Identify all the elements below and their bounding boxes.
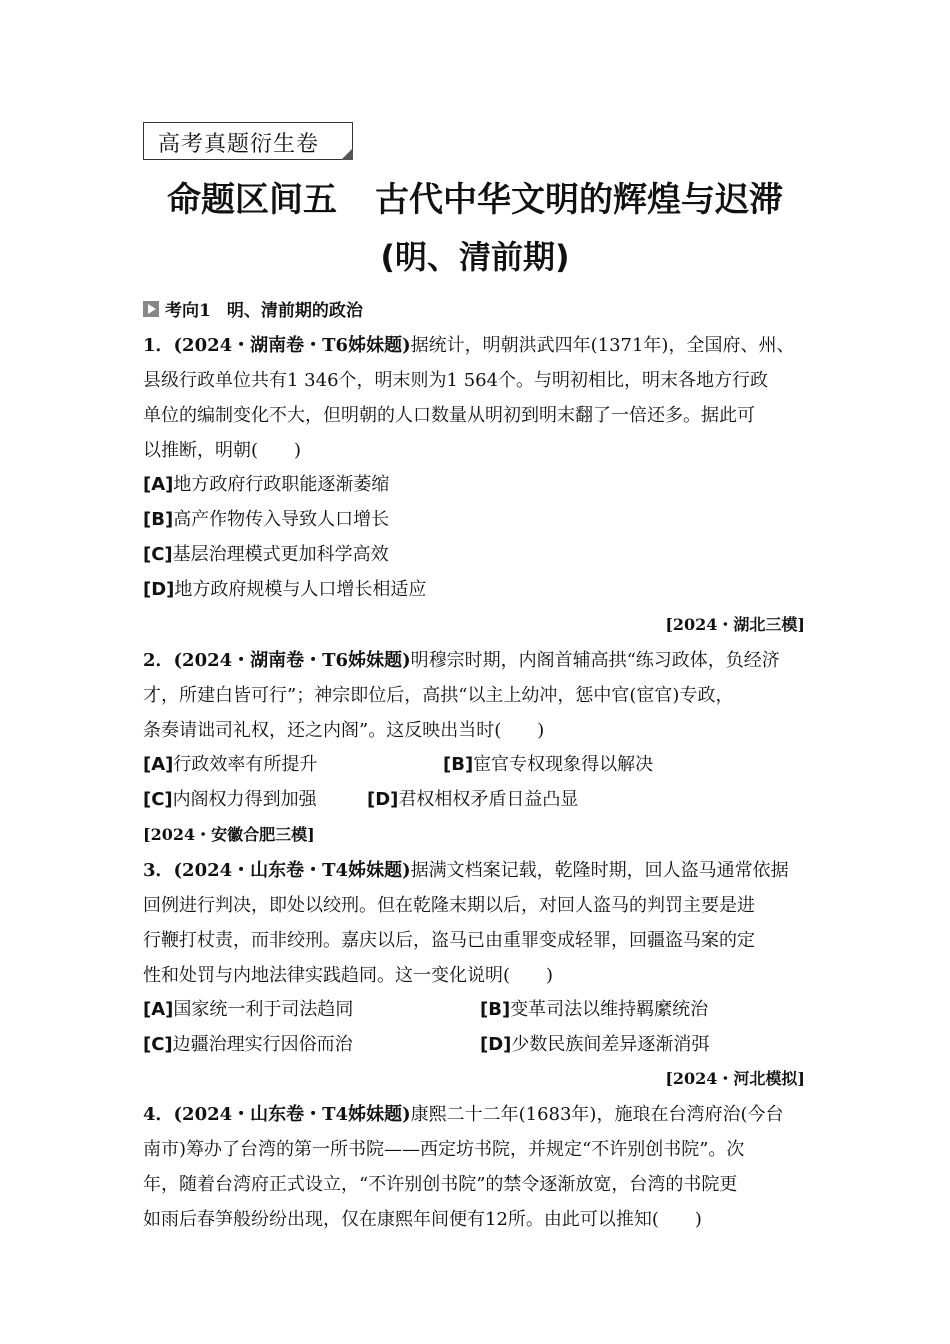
question-4-line-3: 年，随着台湾府正式设立，“不许别创书院”的禁令逐渐放宽，台湾的书院更 bbox=[143, 1174, 738, 1195]
section-name: 明、清前期的政治 bbox=[226, 301, 363, 321]
question-3-line-3: 行鞭打杖责，而非绞刑。嘉庆以后，盗马已由重罪变成轻罪，回疆盗马案的定 bbox=[143, 930, 755, 951]
question-2-source: [2024・安徽合肥三模] bbox=[143, 825, 315, 844]
chapter-title bbox=[0, 172, 950, 221]
chapter-name: 古代中华文明的辉煌与迟滞 bbox=[375, 180, 783, 220]
exam-badge bbox=[143, 122, 353, 160]
question-2-line-2: 才，所建白皆可行”；神宗即位后，高拱“以主上幼冲，惩中官(宦官)专政， bbox=[143, 685, 734, 706]
question-2-option-b[interactable]: [B]宦官专权现象得以解决 bbox=[443, 754, 654, 775]
question-1-line-1: 1．(2024・湖南卷・T6姊妹题)据统计，明朝洪武四年(1371年)，全国府、州、 bbox=[143, 335, 795, 356]
question-2-option-d[interactable]: [D]君权相权矛盾日益凸显 bbox=[367, 789, 579, 810]
question-3-line-2: 回例进行判决，即处以绞刑。但在乾隆末期以后，对回人盗马的判罚主要是进 bbox=[143, 895, 755, 916]
question-1-option-b[interactable]: [B]高产作物传入导致人口增长 bbox=[143, 509, 390, 530]
question-3-option-a[interactable]: [A]国家统一利于司法趋同 bbox=[143, 999, 354, 1020]
question-1-source: [2024・湖北三模] bbox=[665, 615, 805, 634]
question-3-option-d[interactable]: [D]少数民族间差异逐渐消弭 bbox=[480, 1034, 710, 1055]
question-1-option-d[interactable]: [D]地方政府规模与人口增长相适应 bbox=[143, 579, 427, 600]
question-3-source: [2024・河北模拟] bbox=[665, 1069, 805, 1088]
question-1-option-a[interactable]: [A]地方政府行政职能逐渐萎缩 bbox=[143, 474, 390, 495]
play-icon bbox=[143, 301, 159, 317]
question-2-line-3: 条奏请诎司礼权，还之内阁”。这反映出当时( ) bbox=[143, 720, 545, 741]
chapter-subtitle: (明、清前期) bbox=[380, 238, 570, 276]
question-4-line-1: 4．(2024・山东卷・T4姊妹题)康熙二十二年(1683年)，施琅在台湾府治(今台 bbox=[143, 1104, 784, 1125]
question-2-line-1: 2．(2024・湖南卷・T6姊妹题)明穆宗时期，内阁首辅高拱“练习政体，负经济 bbox=[143, 650, 780, 671]
question-3-option-b[interactable]: [B]变革司法以维持羁縻统治 bbox=[480, 999, 709, 1020]
chapter-number: 命题区间五 bbox=[167, 180, 337, 220]
section-label: 考向1 bbox=[165, 301, 211, 321]
question-1-line-3: 单位的编制变化不大，但明朝的人口数量从明初到明末翻了一倍还多。据此可 bbox=[143, 405, 755, 426]
question-4-line-4: 如雨后春笋般纷纷出现，仅在康熙年间便有12所。由此可以推知( ) bbox=[143, 1209, 702, 1230]
question-3-option-c[interactable]: [C]边疆治理实行因俗而治 bbox=[143, 1034, 353, 1055]
section-heading bbox=[143, 296, 363, 321]
badge-text: 高考真题衍生卷 bbox=[158, 132, 320, 157]
question-2-option-a[interactable]: [A]行政效率有所提升 bbox=[143, 754, 318, 775]
question-4-line-2: 南市)筹办了台湾的第一所书院——西定坊书院，并规定“不许别创书院”。次 bbox=[143, 1139, 745, 1160]
badge-corner-decoration bbox=[341, 148, 353, 160]
question-1-line-4: 以推断，明朝( ) bbox=[143, 440, 302, 461]
question-3-line-4: 性和处罚与内地法律实践趋同。这一变化说明( ) bbox=[143, 965, 554, 986]
question-1-line-2: 县级行政单位共有1 346个，明末则为1 564个。与明初相比，明末各地方行政 bbox=[143, 370, 769, 391]
question-2-option-c[interactable]: [C]内阁权力得到加强 bbox=[143, 789, 317, 810]
question-3-line-1: 3．(2024・山东卷・T4姊妹题)据满文档案记载，乾隆时期，回人盗马通常依据 bbox=[143, 860, 789, 881]
question-1-option-c[interactable]: [C]基层治理模式更加科学高效 bbox=[143, 544, 389, 565]
